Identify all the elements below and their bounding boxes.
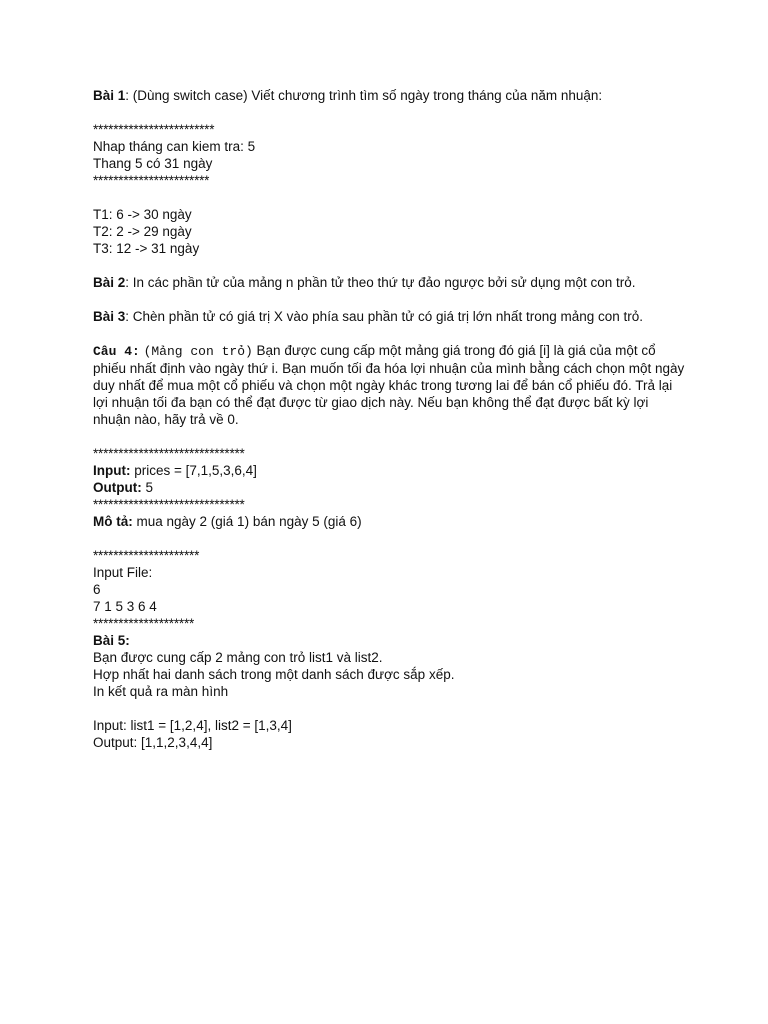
cau4-output-label: Output: <box>93 480 142 495</box>
bai1-label: Bài 1 <box>93 88 126 103</box>
cau4-label: Câu 4: <box>93 344 140 359</box>
bai3-text: : Chèn phần tử có giá trị X vào phía sau phần tử có giá trị lớn nhất trong mảng con trỏ. <box>125 309 644 324</box>
bai3-label: Bài 3 <box>93 309 126 324</box>
cau4-stars-2: ****************************** <box>93 497 245 512</box>
document-content <box>93 87 685 751</box>
bai5-input: Input: list1 = [1,2,4], list2 = [1,3,4] <box>93 718 292 733</box>
bai1-case-3: T3: 12 -> 31 ngày <box>93 241 200 256</box>
bai1-text: : (Dùng switch case) Viết chương trình tìm số ngày trong tháng của năm nhuận: <box>125 88 603 103</box>
cau4-stars-3: ********************* <box>93 548 200 563</box>
cau4-file-values: 7 1 5 3 6 4 <box>93 599 157 614</box>
cau4-output-value: 5 <box>141 480 153 495</box>
bai1-case-1: T1: 6 -> 30 ngày <box>93 207 192 222</box>
bai5-line1: Bạn được cung cấp 2 mảng con trỏ list1 và list2. <box>93 650 383 665</box>
cau4-paragraph <box>93 342 685 428</box>
bai1-heading <box>93 87 685 104</box>
bai3-paragraph <box>93 308 685 325</box>
bai1-stars-bottom: *********************** <box>93 173 210 188</box>
cau4-stars-4: ******************** <box>93 616 195 631</box>
cau4-stars-1: ****************************** <box>93 446 245 461</box>
bai5-line2: Hợp nhất hai danh sách trong một danh sách được sắp xếp. <box>93 667 455 682</box>
cau4-text: Bạn được cung cấp một mảng giá trong đó giá [i] là giá của một cổ phiếu nhất định vào ngày thứ i. Bạn muốn tối đa hóa lợi nhuận của mình bằng cách chọn một ngày duy nhất để mua một cổ phiếu và chọn một ngày khác trong tương lai để bán cổ phiếu đó. Trả lại lợi nhuận tối đa bạn có thể đạt được từ giao dịch này. Nếu bạn không thể đạt được bất kỳ lợi nhuận nào, hãy trả về 0. <box>93 343 685 427</box>
bai1-line1: Nhap tháng can kiem tra: 5 <box>93 139 256 154</box>
bai5-output: Output: [1,1,2,3,4,4] <box>93 735 213 750</box>
bai2-label: Bài 2 <box>93 275 126 290</box>
bai5-line3: In kết quả ra màn hình <box>93 684 229 699</box>
cau4-file-label: Input File: <box>93 565 153 580</box>
bai2-text: : In các phần tử của mảng n phần tử theo thứ tự đảo ngược bởi sử dụng một con trỏ. <box>125 275 636 290</box>
cau4-file-n: 6 <box>93 582 101 597</box>
cau4-input <box>93 462 685 479</box>
cau4-input-value: prices = [7,1,5,3,6,4] <box>130 463 257 478</box>
bai1-stars-top: ************************ <box>93 122 215 137</box>
cau4-input-label: Input: <box>93 463 131 478</box>
bai1-case-2: T2: 2 -> 29 ngày <box>93 224 192 239</box>
cau4-sub: (Mảng con trỏ) <box>143 344 253 359</box>
bai5-heading <box>93 632 685 649</box>
cau4-desc-label: Mô tả: <box>93 514 133 529</box>
cau4-output <box>93 479 685 496</box>
bai1-line2: Thang 5 có 31 ngày <box>93 156 213 171</box>
cau4-desc-value: mua ngày 2 (giá 1) bán ngày 5 (giá 6) <box>132 514 362 529</box>
bai2-paragraph <box>93 274 685 291</box>
cau4-desc <box>93 513 685 530</box>
bai5-label: Bài 5: <box>93 633 130 648</box>
